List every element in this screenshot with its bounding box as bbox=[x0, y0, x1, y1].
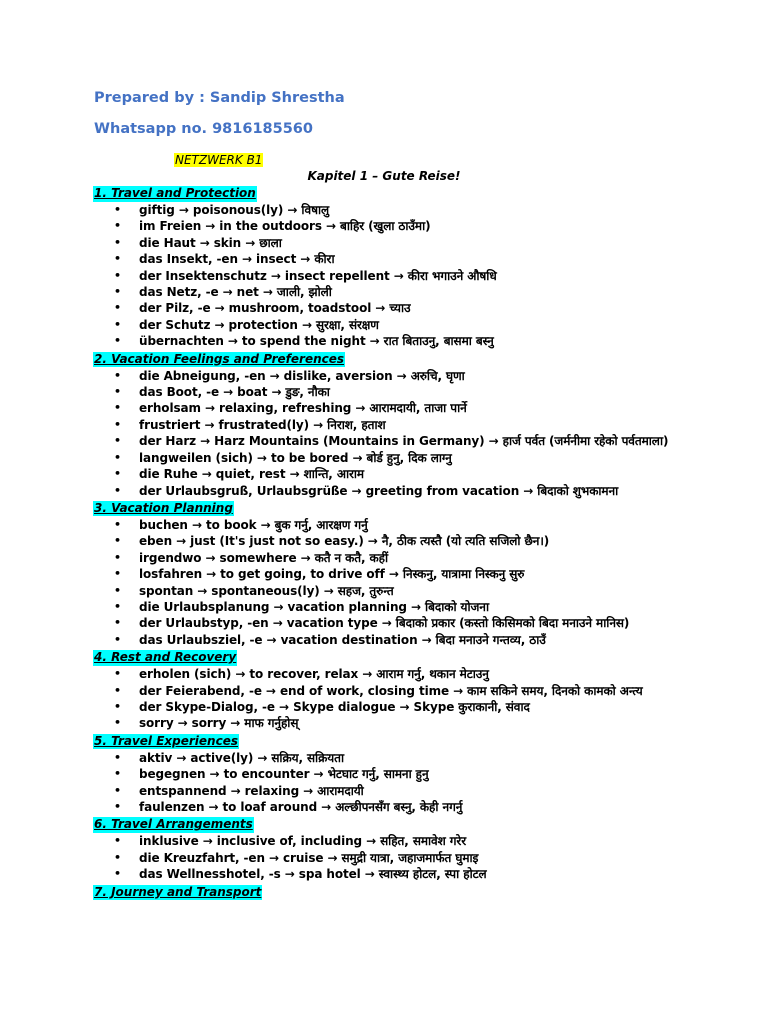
vocab-text: begegnen → to encounter → भेटघाट गर्नु, सामना हुनु bbox=[139, 767, 429, 782]
vocab-item bbox=[93, 483, 693, 499]
vocab-item bbox=[93, 317, 693, 333]
vocab-section bbox=[93, 499, 693, 648]
bullet-icon: • bbox=[114, 517, 121, 531]
bullet-icon: • bbox=[114, 285, 121, 299]
vocab-item bbox=[93, 235, 693, 251]
vocab-text: irgendwo → somewhere → कतै न कतै, कहीं bbox=[139, 550, 389, 565]
vocab-item bbox=[93, 833, 693, 849]
vocab-section bbox=[93, 732, 693, 816]
vocab-text: das Boot, -e → boat → डुङ, नौका bbox=[139, 385, 330, 400]
vocab-list bbox=[93, 666, 693, 732]
vocab-text: inklusive → inclusive of, including → सहित, समावेश गरेर bbox=[139, 834, 467, 849]
vocab-section bbox=[93, 815, 693, 882]
vocab-item bbox=[93, 566, 693, 582]
vocab-item bbox=[93, 384, 693, 400]
bullet-icon: • bbox=[114, 550, 121, 564]
section-title: 4. Rest and Recovery bbox=[94, 650, 237, 665]
vocab-item bbox=[93, 699, 693, 715]
bullet-icon: • bbox=[114, 317, 121, 331]
vocab-text: die Haut → skin → छाला bbox=[139, 235, 282, 250]
vocab-text: erholen (sich) → to recover, relax → आराम गर्नु, थकान मेटाउनु bbox=[139, 667, 489, 682]
vocab-text: das Wellnesshotel, -s → spa hotel → स्वास्थ्य होटल, स्पा होटल bbox=[139, 867, 487, 882]
vocab-item bbox=[93, 300, 693, 316]
vocab-section bbox=[93, 883, 693, 901]
bullet-icon: • bbox=[114, 867, 121, 881]
bullet-icon: • bbox=[114, 417, 121, 431]
vocab-item bbox=[93, 333, 693, 349]
vocab-item bbox=[93, 433, 693, 449]
bullet-icon: • bbox=[114, 334, 121, 348]
vocab-text: der Insektenschutz → insect repellent → कीरा भगाउने औषधि bbox=[139, 268, 497, 283]
vocab-item bbox=[93, 615, 693, 631]
vocab-text: buchen → to book → बुक गर्नु, आरक्षण गर्नु bbox=[139, 517, 368, 532]
vocab-text: losfahren → to get going, to drive off → निस्कनु, यात्रामा निस्कनु सुरु bbox=[139, 567, 525, 582]
vocab-text: das Insekt, -en → insect → कीरा bbox=[139, 252, 335, 267]
bullet-icon: • bbox=[114, 434, 121, 448]
prepared-by: Prepared by : Sandip Shrestha bbox=[94, 90, 345, 106]
vocab-text: die Urlaubsplanung → vacation planning → बिदाको योजना bbox=[139, 599, 489, 614]
vocab-item bbox=[93, 850, 693, 866]
vocab-text: erholsam → relaxing, refreshing → आरामदायी, ताजा पार्ने bbox=[139, 401, 467, 416]
bullet-icon: • bbox=[114, 716, 121, 730]
bullet-icon: • bbox=[114, 783, 121, 797]
whatsapp-number: Whatsapp no. 9816185560 bbox=[94, 121, 313, 137]
bullet-icon: • bbox=[114, 268, 121, 282]
bullet-icon: • bbox=[114, 252, 121, 266]
vocab-item bbox=[93, 251, 693, 267]
bullet-icon: • bbox=[114, 368, 121, 382]
vocab-text: das Netz, -e → net → जाली, झोली bbox=[139, 285, 332, 300]
vocab-item bbox=[93, 400, 693, 416]
vocab-item bbox=[93, 550, 693, 566]
book-title: NETZWERK B1 bbox=[175, 153, 263, 167]
bullet-icon: • bbox=[114, 834, 121, 848]
bullet-icon: • bbox=[114, 667, 121, 681]
bullet-icon: • bbox=[114, 800, 121, 813]
vocab-text: die Kreuzfahrt, -en → cruise → समुद्री यात्रा, जहाजमार्फत घुमाइ bbox=[139, 850, 479, 865]
vocab-section bbox=[93, 648, 693, 732]
vocab-item bbox=[93, 599, 693, 615]
vocab-item bbox=[93, 450, 693, 466]
vocab-text: frustriert → frustrated(ly) → निराश, हताश bbox=[139, 417, 386, 432]
bullet-icon: • bbox=[114, 616, 121, 630]
vocab-item bbox=[93, 866, 693, 882]
vocab-text: der Urlaubsgruß, Urlaubsgrüße → greeting from vacation → बिदाको शुभकामना bbox=[139, 483, 619, 498]
vocabulary-list bbox=[93, 184, 693, 901]
bullet-icon: • bbox=[114, 632, 121, 646]
vocab-item bbox=[93, 417, 693, 433]
vocab-item bbox=[93, 715, 693, 731]
bullet-icon: • bbox=[114, 203, 121, 216]
vocab-item bbox=[93, 218, 693, 234]
section-title: 6. Travel Arrangements bbox=[94, 817, 253, 832]
vocab-list bbox=[93, 750, 693, 816]
chapter-title: Kapitel 1 – Gute Reise! bbox=[307, 169, 461, 183]
vocab-item bbox=[93, 202, 693, 218]
bullet-icon: • bbox=[114, 385, 121, 399]
vocab-text: der Feierabend, -e → end of work, closing time → काम सकिने समय, दिनको कामको अन्त्य bbox=[139, 683, 643, 698]
vocab-item bbox=[93, 466, 693, 482]
vocab-text: die Ruhe → quiet, rest → शान्ति, आराम bbox=[139, 467, 365, 482]
bullet-icon: • bbox=[114, 450, 121, 464]
vocab-item bbox=[93, 533, 693, 549]
vocab-text: entspannend → relaxing → आरामदायी bbox=[139, 783, 364, 798]
vocab-list bbox=[93, 517, 693, 648]
section-title: 1. Travel and Protection bbox=[94, 186, 256, 200]
bullet-icon: • bbox=[114, 599, 121, 613]
bullet-icon: • bbox=[114, 767, 121, 781]
vocab-text: der Harz → Harz Mountains (Mountains in Germany) → हार्ज पर्वत (जर्मनीमा रहेको पर्वतमाला) bbox=[139, 434, 669, 449]
bullet-icon: • bbox=[114, 467, 121, 481]
vocab-item bbox=[93, 666, 693, 682]
bullet-icon: • bbox=[114, 301, 121, 315]
vocab-section bbox=[93, 350, 693, 499]
vocab-text: sorry → sorry → माफ गर्नुहोस् bbox=[139, 716, 299, 731]
vocab-item bbox=[93, 632, 693, 648]
section-title: 2. Vacation Feelings and Preferences bbox=[94, 351, 345, 366]
vocab-text: die Abneigung, -en → dislike, aversion → अरुचि, घृणा bbox=[139, 368, 465, 383]
vocab-item bbox=[93, 268, 693, 284]
vocab-text: faulenzen → to loaf around → अल्छीपनसँग बस्नु, केही नगर्नु bbox=[139, 800, 463, 814]
bullet-icon: • bbox=[114, 401, 121, 415]
vocab-item bbox=[93, 517, 693, 533]
bullet-icon: • bbox=[114, 235, 121, 249]
vocab-text: der Urlaubstyp, -en → vacation type → बिदाको प्रकार (कस्तो किसिमको बिदा मनाउने मानिस) bbox=[139, 616, 630, 631]
bullet-icon: • bbox=[114, 483, 121, 497]
bullet-icon: • bbox=[114, 683, 121, 697]
vocab-text: spontan → spontaneous(ly) → सहज, तुरुन्त bbox=[139, 583, 394, 598]
bullet-icon: • bbox=[114, 219, 121, 233]
vocab-item bbox=[93, 766, 693, 782]
section-title: 7. Journey and Transport bbox=[94, 884, 262, 899]
vocab-item bbox=[93, 368, 693, 384]
vocab-text: der Schutz → protection → सुरक्षा, संरक्षण bbox=[139, 317, 379, 332]
vocab-text: der Skype-Dialog, -e → Skype dialogue → Skype कुराकानी, संवाद bbox=[139, 699, 530, 714]
vocab-section bbox=[93, 184, 693, 350]
vocab-item bbox=[93, 750, 693, 766]
vocab-item bbox=[93, 783, 693, 799]
vocab-text: langweilen (sich) → to be bored → बोर्ड हुनु, दिक लाग्नु bbox=[139, 450, 452, 465]
vocab-list bbox=[93, 368, 693, 499]
bullet-icon: • bbox=[114, 583, 121, 597]
bullet-icon: • bbox=[114, 750, 121, 764]
vocab-list bbox=[93, 202, 693, 350]
vocab-item bbox=[93, 799, 693, 815]
bullet-icon: • bbox=[114, 567, 121, 581]
vocab-text: übernachten → to spend the night → रात बिताउनु, बासमा बस्नु bbox=[139, 334, 494, 349]
section-title: 3. Vacation Planning bbox=[94, 500, 233, 515]
vocab-item bbox=[93, 683, 693, 699]
vocab-text: der Pilz, -e → mushroom, toadstool → च्याउ bbox=[139, 301, 411, 316]
bullet-icon: • bbox=[114, 534, 121, 548]
vocab-text: aktiv → active(ly) → सक्रिय, सक्रियता bbox=[139, 750, 344, 765]
vocab-text: im Freien → in the outdoors → बाहिर (खुला ठाउँमा) bbox=[139, 219, 431, 234]
section-title: 5. Travel Experiences bbox=[94, 733, 238, 748]
bullet-icon: • bbox=[114, 850, 121, 864]
vocab-text: das Urlaubsziel, -e → vacation destination → बिदा मनाउने गन्तव्य, ठाउँ bbox=[139, 632, 546, 647]
vocab-text: giftig → poisonous(ly) → विषालु bbox=[139, 203, 330, 217]
vocab-item bbox=[93, 284, 693, 300]
vocab-item bbox=[93, 583, 693, 599]
bullet-icon: • bbox=[114, 699, 121, 713]
vocab-list bbox=[93, 833, 693, 882]
vocab-text: eben → just (It's just not so easy.) → नै, ठीक त्यस्तै (यो त्यति सजिलो छैन।) bbox=[139, 534, 550, 549]
